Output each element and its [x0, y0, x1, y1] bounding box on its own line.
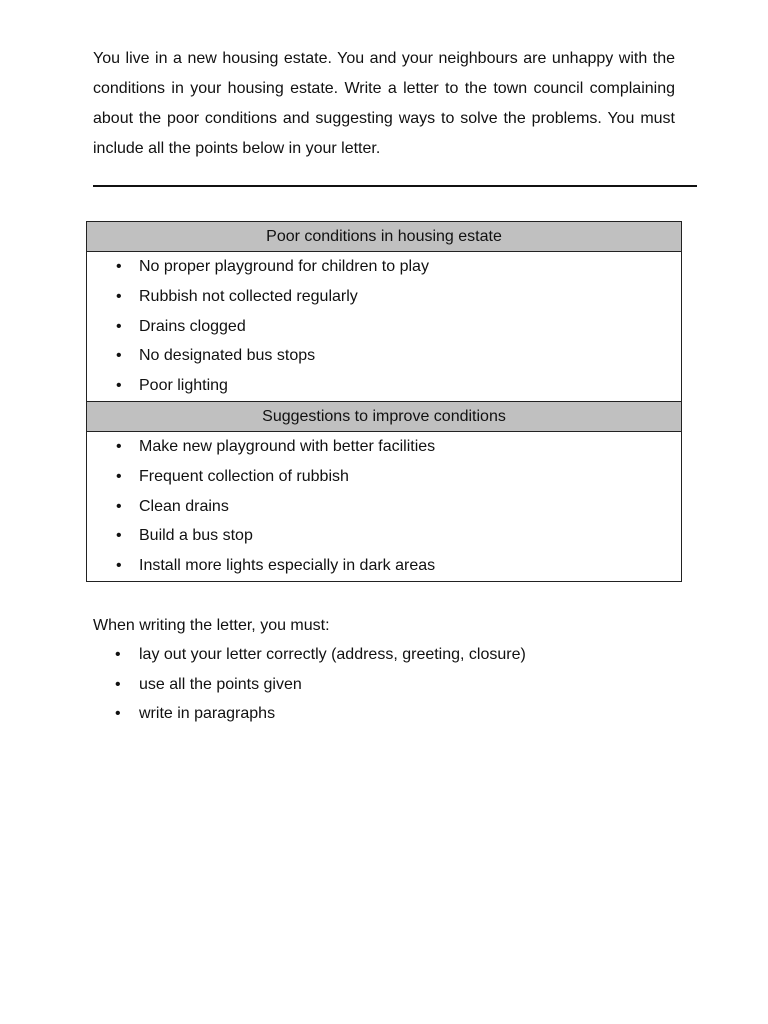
instructions-title: When writing the letter, you must: — [93, 617, 330, 634]
instructions-list — [93, 640, 526, 729]
points-table — [86, 221, 682, 582]
list-item: • Install more lights especially in dark areas — [87, 551, 681, 581]
poor-conditions-list — [87, 252, 681, 401]
list-item: • Clean drains — [87, 492, 681, 522]
list-item: • write in paragraphs — [93, 699, 526, 729]
list-item: • Build a bus stop — [87, 521, 681, 551]
divider-line — [93, 185, 697, 187]
list-item: • use all the points given — [93, 670, 526, 700]
list-item: • lay out your letter correctly (address, greeting, closure) — [93, 640, 526, 670]
suggestions-list — [87, 432, 681, 581]
suggestions-heading: Suggestions to improve conditions — [87, 401, 681, 432]
list-item: • Frequent collection of rubbish — [87, 462, 681, 492]
task-prompt: You live in a new housing estate. You and your neighbours are unhappy with the conditions in your housing estate. Write a letter to the town council complaining about the poor conditions and suggesting ways to solve the problems. You must include all the points below in your letter. — [93, 50, 675, 157]
list-item: • No designated bus stops — [87, 341, 681, 371]
list-item: • Make new playground with better facilities — [87, 432, 681, 462]
list-item: • No proper playground for children to play — [87, 252, 681, 282]
list-item: • Drains clogged — [87, 312, 681, 342]
list-item: • Rubbish not collected regularly — [87, 282, 681, 312]
poor-conditions-heading: Poor conditions in housing estate — [87, 222, 681, 252]
list-item: • Poor lighting — [87, 371, 681, 401]
